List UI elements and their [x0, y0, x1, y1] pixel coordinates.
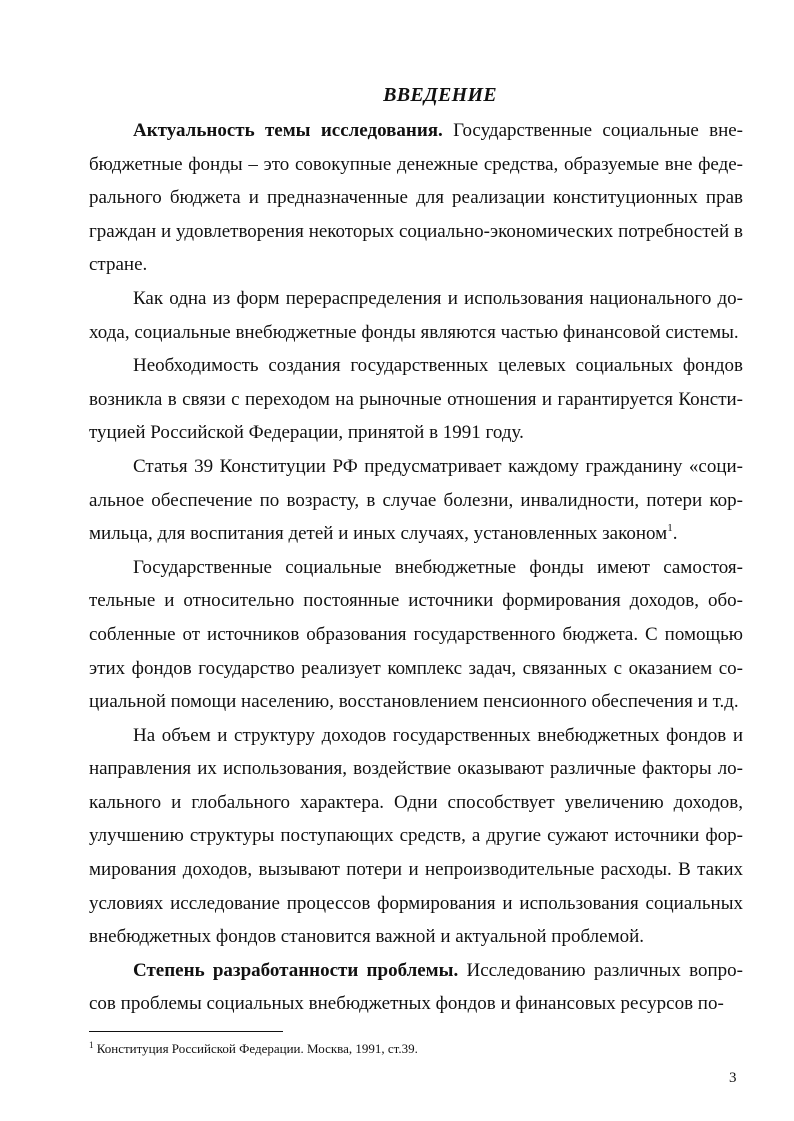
footnote-reference[interactable]: 1 [667, 522, 673, 535]
paragraph-lead: Степень разработанности проблемы. [133, 959, 459, 981]
paragraph-text: Статья 39 Конституции РФ предусматривает каждому гражданину «соци- альное обеспечение по возрасту, в случае болезни, инвалидности, потери кор- мильца, для воспитания детей и иных случаях, установленных законом [89, 455, 743, 545]
footnote-marker: 1 [89, 1040, 94, 1050]
footnote [89, 1041, 689, 1057]
paragraph-text: Как одна из форм перераспределения и использования национального до- хода, социальные внебюджетные фонды являются частью финансовой системы. [89, 287, 743, 343]
paragraph-tail: . [672, 523, 678, 545]
paragraph-text: Государственные социальные внебюджетные фонды имеют самостоя- тельные и относительно постоянные источники формирования доходов, обо- собленные от источников образования государственного бюджета. С помощью этих фондов государство реализует комплекс задач, связанных с оказанием со- циальной помощи населению, восстановлением пенсионного обеспечения и т.д. [89, 556, 743, 713]
paragraph-lead: Актуальность темы исследования. [133, 120, 443, 141]
paragraph [89, 551, 743, 719]
paragraph [89, 282, 743, 349]
paragraph-text: На объем и структуру доходов государственных внебюджетных фондов и направления их использования, воздействие оказывают различные факторы ло- кального и глобального характера. Одни способствует увеличению доходов, улучшению структуры поступающих средств, а другие сужают источники фор- мирования доходов, вызывают потери и непроизводительные расходы. В таких условиях исследование процессов формирования и использования социальных внебюджетных фондов становится важной и актуальной проблемой. [89, 724, 743, 948]
page-title: ВВЕДЕНИЕ [383, 84, 497, 106]
page-number: 3 [729, 1070, 737, 1086]
paragraph-text: Исследованию различных вопро- сов проблемы социальных внебюджетных фондов и финансовых ресурсов по- [89, 959, 743, 1015]
paragraph [89, 450, 743, 551]
document-body [89, 114, 743, 1021]
paragraph-relevance [89, 114, 743, 282]
paragraph [89, 349, 743, 450]
paragraph-development [89, 954, 743, 1021]
footnote-divider [89, 1031, 283, 1032]
footnote-text: Конституция Российской Федерации. Москва, 1991, ст.39. [96, 1041, 418, 1056]
paragraph-text: Государственные социальные вне- бюджетные фонды – это совокупные денежные средства, образуемые вне феде- рального бюджета и предназначенные для реализации конституционных прав граждан и удовлетворения некоторых социально-экономических потребностей в стране. [89, 120, 744, 276]
paragraph-text: Необходимость создания государственных целевых социальных фондов возникла в связи с переходом на рыночные отношения и гарантируется Консти- туцией Российской Федерации, принятой в 1991 году. [89, 355, 743, 444]
paragraph [89, 719, 743, 954]
